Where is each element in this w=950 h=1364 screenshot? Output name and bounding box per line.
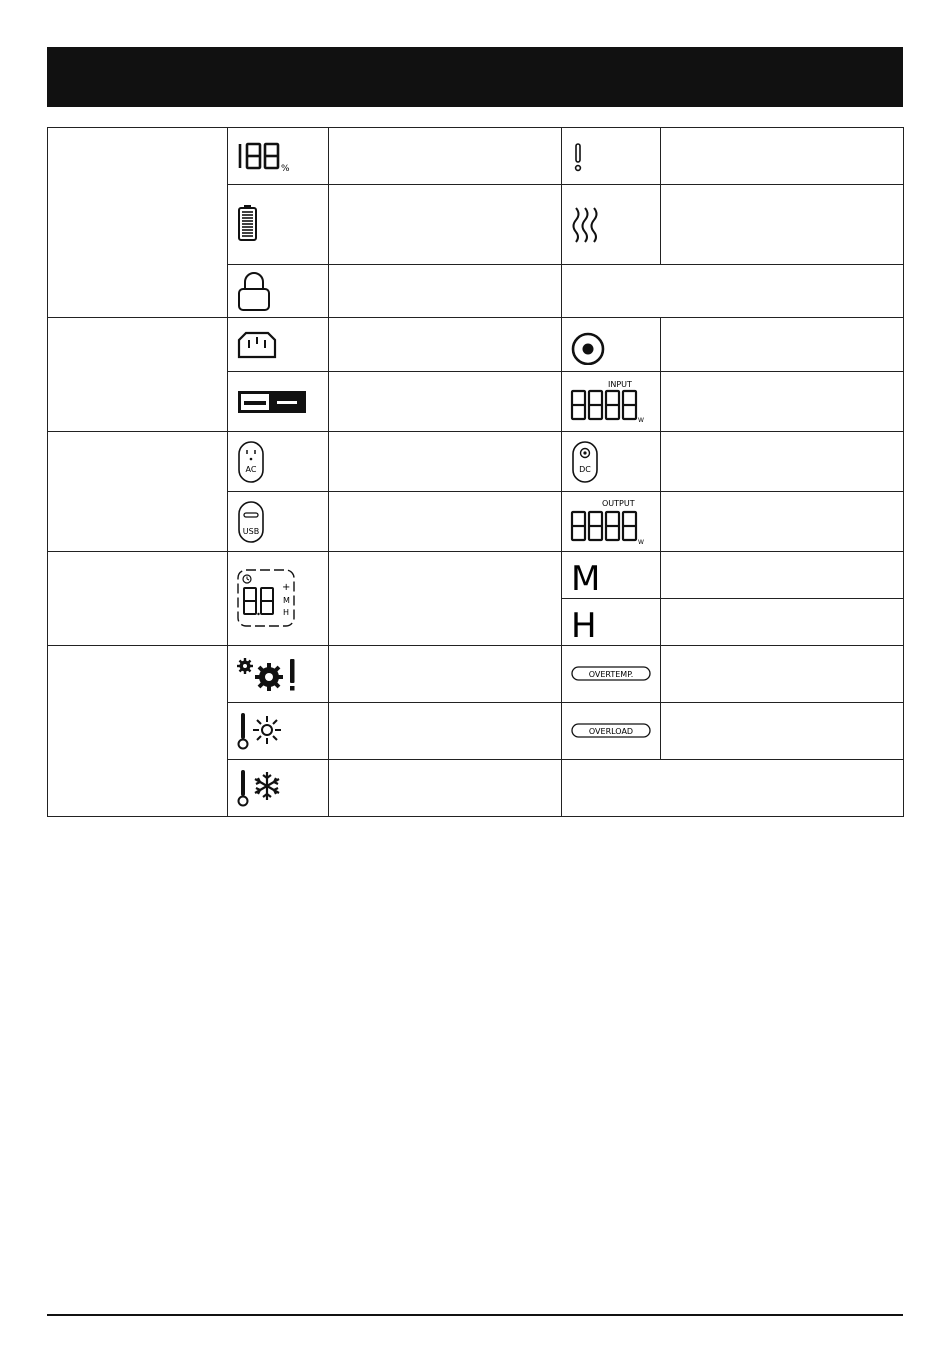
- low-temperature-icon: [228, 760, 329, 817]
- svg-text:OUTPUT: OUTPUT: [602, 498, 635, 508]
- svg-text:H: H: [283, 607, 290, 617]
- empty-cell: [562, 760, 904, 817]
- svg-text:DC: DC: [579, 464, 591, 474]
- dc-input-desc: [661, 318, 904, 372]
- svg-text:AC: AC: [245, 464, 257, 474]
- percent-digits-icon: [228, 128, 329, 185]
- overtemp-icon: [562, 646, 661, 703]
- hours-icon: [562, 599, 661, 646]
- category-timer: [48, 552, 228, 646]
- fault-icon: [228, 646, 329, 703]
- dual-charging-icon: [228, 372, 329, 432]
- warning-icon: [562, 128, 661, 185]
- svg-text:W: W: [638, 538, 644, 546]
- empty-cell: [562, 265, 904, 318]
- output-power-desc: [661, 492, 904, 552]
- input-power-icon: [562, 372, 661, 432]
- overload-icon: [562, 703, 661, 760]
- svg-text:M: M: [283, 595, 290, 605]
- overtemp-desc: [661, 646, 904, 703]
- dual-charging-desc: [329, 372, 562, 432]
- ac-output-icon: [228, 432, 329, 492]
- header-bar: [47, 47, 903, 107]
- svg-text:+: +: [282, 581, 291, 593]
- dc-output-desc: [661, 432, 904, 492]
- battery-level-desc: [329, 185, 562, 265]
- heating-icon: [562, 185, 661, 265]
- svg-text:OVERLOAD: OVERLOAD: [588, 727, 634, 736]
- dc-output-icon: [562, 432, 661, 492]
- svg-text:OVERTEMP.: OVERTEMP.: [588, 670, 634, 679]
- usb-output-icon: [228, 492, 329, 552]
- ac-input-icon: [228, 318, 329, 372]
- dc-input-icon: [562, 318, 661, 372]
- low-temperature-desc: [329, 760, 562, 817]
- warning-desc: [661, 128, 904, 185]
- timer-icon: [228, 552, 329, 646]
- category-output: [48, 432, 228, 552]
- timer-desc: [329, 552, 562, 646]
- hours-desc: [661, 599, 904, 646]
- category-battery: [48, 128, 228, 318]
- minutes-desc: [661, 552, 904, 599]
- category-input: [48, 318, 228, 432]
- percent-digits-desc: [329, 128, 562, 185]
- svg-text:%: %: [281, 164, 290, 174]
- output-power-icon: [562, 492, 661, 552]
- input-power-desc: [661, 372, 904, 432]
- battery-level-icon: [228, 185, 329, 265]
- lock-desc: [329, 265, 562, 318]
- category-protection: [48, 646, 228, 817]
- svg-text:INPUT: INPUT: [608, 379, 632, 389]
- usb-output-desc: [329, 492, 562, 552]
- svg-text:USB: USB: [242, 526, 260, 536]
- ac-output-desc: [329, 432, 562, 492]
- svg-text:H: H: [571, 606, 597, 640]
- ac-input-desc: [329, 318, 562, 372]
- high-temperature-desc: [329, 703, 562, 760]
- fault-desc: [329, 646, 562, 703]
- minutes-icon: [562, 552, 661, 599]
- overload-desc: [661, 703, 904, 760]
- icon-table: [47, 127, 904, 817]
- heating-desc: [661, 185, 904, 265]
- lock-icon: [228, 265, 329, 318]
- svg-text:M: M: [571, 559, 600, 593]
- footer-rule: [47, 1314, 903, 1316]
- svg-text:W: W: [638, 416, 644, 424]
- high-temperature-icon: [228, 703, 329, 760]
